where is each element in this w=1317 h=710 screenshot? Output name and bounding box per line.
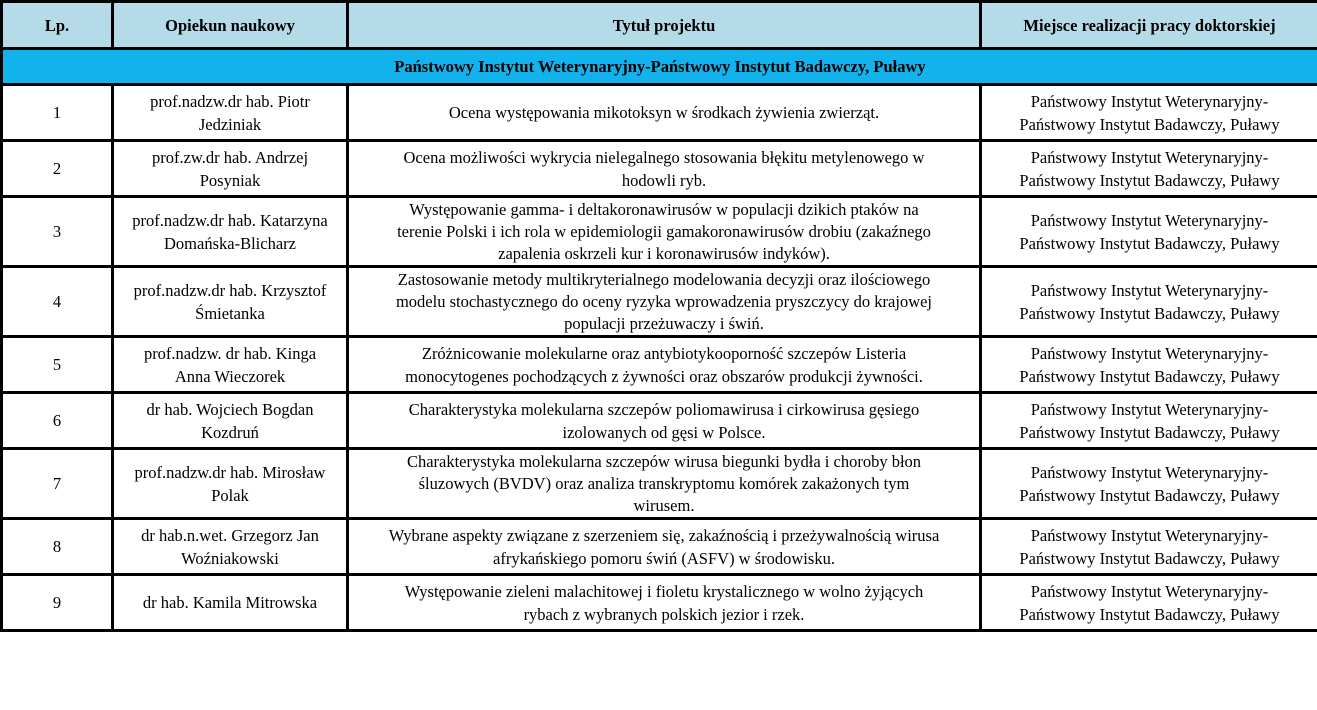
header-title: Tytuł projektu bbox=[348, 2, 981, 49]
cell-lp: 4 bbox=[2, 267, 113, 337]
cell-title: Występowanie zieleni malachitowej i fioletu krystalicznego w wolno żyjących rybach z wybranych polskich jezior i rzek. bbox=[348, 575, 981, 631]
cell-place: Państwowy Instytut Weterynaryjny- Państwowy Instytut Badawczy, Puławy bbox=[981, 393, 1317, 449]
table-row bbox=[2, 449, 1317, 519]
cell-supervisor: dr hab.n.wet. Grzegorz Jan Woźniakowski bbox=[113, 519, 348, 575]
cell-place: Państwowy Instytut Weterynaryjny- Państwowy Instytut Badawczy, Puławy bbox=[981, 519, 1317, 575]
group-title: Państwowy Instytut Weterynaryjny-Państwowy Instytut Badawczy, Puławy bbox=[2, 49, 1317, 85]
cell-place: Państwowy Instytut Weterynaryjny- Państwowy Instytut Badawczy, Puławy bbox=[981, 85, 1317, 141]
cell-title: Charakterystyka molekularna szczepów poliomawirusa i cirkowirusa gęsiego izolowanych od gęsi w Polsce. bbox=[348, 393, 981, 449]
table-row bbox=[2, 519, 1317, 575]
cell-title: Ocena występowania mikotoksyn w środkach żywienia zwierząt. bbox=[348, 85, 981, 141]
cell-place: Państwowy Instytut Weterynaryjny- Państwowy Instytut Badawczy, Puławy bbox=[981, 337, 1317, 393]
cell-supervisor: prof.zw.dr hab. Andrzej Posyniak bbox=[113, 141, 348, 197]
cell-lp: 1 bbox=[2, 85, 113, 141]
table-body bbox=[2, 49, 1317, 631]
cell-title: Występowanie gamma- i deltakoronawirusów w populacji dzikich ptaków na terenie Polski i ich rola w epidemiologii gamakoronawirusów drobiu (zakaźnego zapalenia oskrzeli kur i koronawirusów indyków). bbox=[348, 197, 981, 267]
table-row bbox=[2, 197, 1317, 267]
cell-supervisor: dr hab. Wojciech Bogdan Kozdruń bbox=[113, 393, 348, 449]
cell-place: Państwowy Instytut Weterynaryjny- Państwowy Instytut Badawczy, Puławy bbox=[981, 267, 1317, 337]
cell-supervisor: dr hab. Kamila Mitrowska bbox=[113, 575, 348, 631]
cell-title: Charakterystyka molekularna szczepów wirusa biegunki bydła i choroby błon śluzowych (BVDV) oraz analiza transkryptomu komórek zakażonych tym wirusem. bbox=[348, 449, 981, 519]
cell-supervisor: prof.nadzw.dr hab. Piotr Jedziniak bbox=[113, 85, 348, 141]
group-row bbox=[2, 49, 1317, 85]
table-row bbox=[2, 393, 1317, 449]
cell-lp: 9 bbox=[2, 575, 113, 631]
cell-lp: 6 bbox=[2, 393, 113, 449]
cell-place: Państwowy Instytut Weterynaryjny- Państwowy Instytut Badawczy, Puławy bbox=[981, 141, 1317, 197]
table-row bbox=[2, 575, 1317, 631]
table-row bbox=[2, 141, 1317, 197]
cell-place: Państwowy Instytut Weterynaryjny- Państwowy Instytut Badawczy, Puławy bbox=[981, 197, 1317, 267]
cell-place: Państwowy Instytut Weterynaryjny- Państwowy Instytut Badawczy, Puławy bbox=[981, 449, 1317, 519]
table-row bbox=[2, 337, 1317, 393]
cell-place: Państwowy Instytut Weterynaryjny- Państwowy Instytut Badawczy, Puławy bbox=[981, 575, 1317, 631]
cell-title: Wybrane aspekty związane z szerzeniem się, zakaźnością i przeżywalnością wirusa afrykańskiego pomoru świń (ASFV) w środowisku. bbox=[348, 519, 981, 575]
header-lp: Lp. bbox=[2, 2, 113, 49]
cell-supervisor: prof.nadzw.dr hab. Krzysztof Śmietanka bbox=[113, 267, 348, 337]
cell-lp: 7 bbox=[2, 449, 113, 519]
cell-lp: 8 bbox=[2, 519, 113, 575]
cell-supervisor: prof.nadzw.dr hab. Mirosław Polak bbox=[113, 449, 348, 519]
cell-lp: 5 bbox=[2, 337, 113, 393]
cell-lp: 3 bbox=[2, 197, 113, 267]
cell-supervisor: prof.nadzw.dr hab. Katarzyna Domańska-Blicharz bbox=[113, 197, 348, 267]
cell-title: Zróżnicowanie molekularne oraz antybiotykooporność szczepów Listeria monocytogenes pochodzących z żywności oraz obszarów produkcji żywności. bbox=[348, 337, 981, 393]
cell-title: Ocena możliwości wykrycia nielegalnego stosowania błękitu metylenowego w hodowli ryb. bbox=[348, 141, 981, 197]
cell-title: Zastosowanie metody multikryterialnego modelowania decyzji oraz ilościowego modelu stochastycznego do oceny ryzyka wprowadzenia pryszczycy do krajowej populacji przeżuwaczy i świń. bbox=[348, 267, 981, 337]
table-row bbox=[2, 267, 1317, 337]
cell-lp: 2 bbox=[2, 141, 113, 197]
header-supervisor: Opiekun naukowy bbox=[113, 2, 348, 49]
header-place: Miejsce realizacji pracy doktorskiej bbox=[981, 2, 1317, 49]
table-row bbox=[2, 85, 1317, 141]
cell-supervisor: prof.nadzw. dr hab. Kinga Anna Wieczorek bbox=[113, 337, 348, 393]
header-row bbox=[2, 2, 1317, 49]
